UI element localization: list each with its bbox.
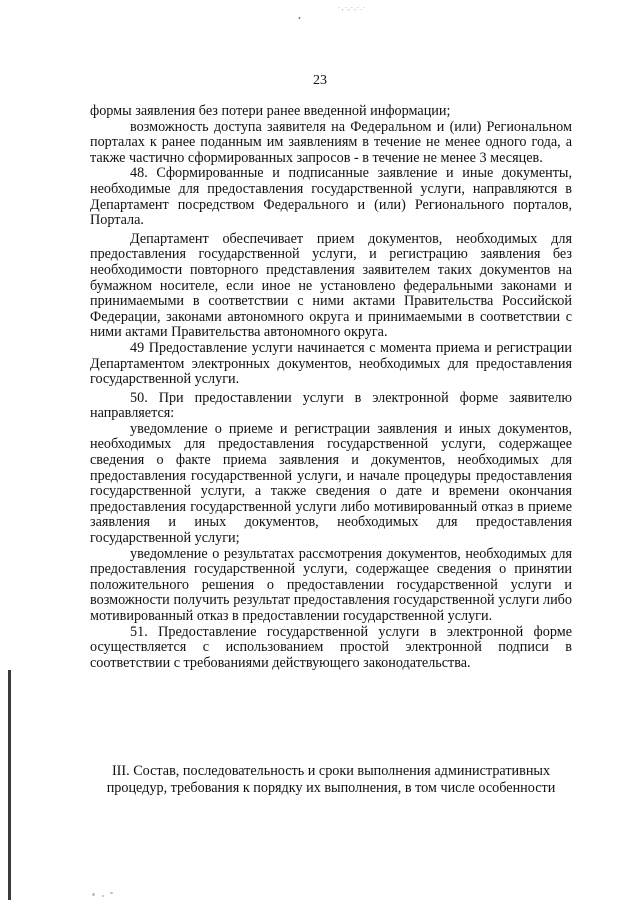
scan-edge-line <box>8 670 11 900</box>
scan-speck <box>102 895 104 897</box>
paragraph-department-provides: Департамент обеспечивает прием документов, необходимых для предоставления государственной услуги, и регистрацию заявления без необходимости повторного представления заявителем таких документов на бумажном носителе, если иное не установлено федеральными законами и принимаемыми в соответствии с ними актами Правительства Российской Федерации, законами автономного округа и принимаемыми в соответствии с ними актами Правительства автономного округа. <box>90 230 572 341</box>
scan-artifact-top: ·‚·,·,·.· <box>338 4 367 12</box>
page-number: 23 <box>313 73 327 88</box>
scan-artifact-dot: • <box>298 14 301 23</box>
scan-speck <box>92 893 95 896</box>
body-text <box>90 104 572 671</box>
paragraph-notice-receipt: уведомление о приеме и регистрации заявления и иных документов, необходимых для предоставления государственной услуги, содержащее сведения о факте приема заявления и документов, необходимых для предоставления государственной услуги, и начале процедуры предоставления государственной услуги, а также сведения о дате и времени окончания предоставления государственной услуги либо мотивированный отказ в приеме заявления и иных документов, необходимых для предоставления государственной услуги; <box>90 420 572 547</box>
section-heading: III. Состав, последовательность и сроки выполнения административных процедур, требования к порядку их выполнения, в том числе особенности <box>106 763 556 796</box>
paragraph-48: 48. Сформированные и подписанные заявление и иные документы, необходимые для предоставления государственной услуги, направляются в Департамент посредством Федерального и (или) Регионального порталов, Портала. <box>90 165 572 229</box>
paragraph-continuation: формы заявления без потери ранее введенной информации; <box>90 103 451 119</box>
paragraph-access-possibility: возможность доступа заявителя на Федеральном и (или) Региональном порталах к ранее поданным им заявлениям в течение не менее одного года, а также частично сформированных запросов - в течение не менее 3 месяцев. <box>90 118 572 166</box>
paragraph-50: 50. При предоставлении услуги в электронной форме заявителю направляется: <box>90 389 572 422</box>
paragraph-51: 51. Предоставление государственной услуги в электронной форме осуществляется с использованием простой электронной подписи в соответствии с требованиями действующего законодательства. <box>90 623 572 671</box>
scan-speck <box>110 892 113 894</box>
paragraph-49: 49 Предоставление услуги начинается с момента приема и регистрации Департаментом электронных документов, необходимых для предоставления государственной услуги. <box>90 339 572 388</box>
paragraph-notice-results: уведомление о результатах рассмотрения документов, необходимых для предоставления государственной услуги, содержащее сведения о принятии положительного решения о предоставлении государственной услуги и возможности получить результат предоставления государственной услуги либо мотивированный отказ в предоставлении государственной услуги. <box>90 545 572 624</box>
